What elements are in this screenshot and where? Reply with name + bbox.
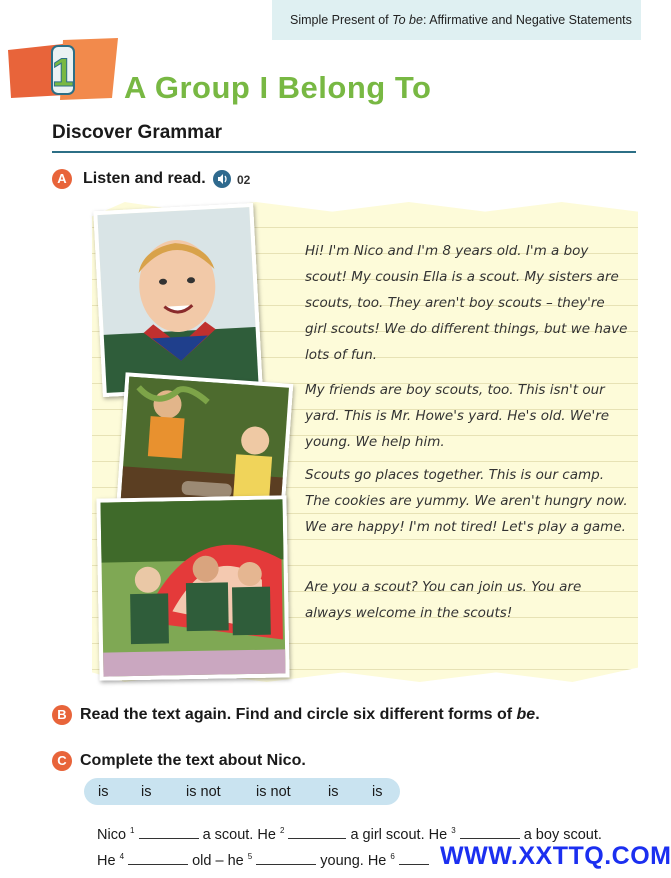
story-paragraph-2: My friends are boy scouts, too. This isn't our yard. This is Mr. Howe's yard. He's old. We're young. We help him. xyxy=(305,382,610,450)
exercise-line-2 xyxy=(97,850,429,869)
word-bank-item: is xyxy=(372,784,383,800)
answer-blank-2[interactable] xyxy=(288,824,346,839)
blank-number: 6 xyxy=(390,852,395,862)
header-text-before: Simple Present of xyxy=(290,13,393,27)
exercise-line-1 xyxy=(97,824,602,843)
answer-blank-6[interactable] xyxy=(399,850,429,865)
unit-title: A Group I Belong To xyxy=(124,70,432,105)
activity-a-instruction: Listen and read. xyxy=(83,170,206,187)
unit-badge-graphic xyxy=(8,40,118,100)
story-paragraph-3: Scouts go places together. This is our camp. The cookies are yummy. We aren't hungry now. We are happy! I'm not tired! Let's play a game. xyxy=(305,467,628,535)
header-text-after: : Affirmative and Negative Statements xyxy=(422,13,632,27)
line1-word: Nico xyxy=(97,827,127,843)
audio-track-icon[interactable] xyxy=(213,170,231,188)
blank-number: 4 xyxy=(119,852,125,862)
blank-number: 2 xyxy=(279,826,285,836)
unit-number: 1 xyxy=(51,51,75,95)
activity-b-instruction xyxy=(80,706,540,724)
line1-word: a scout. He xyxy=(202,827,276,843)
activity-b-text: Read the text again. Find and circle six different forms of xyxy=(80,706,517,723)
activity-c-label: C xyxy=(52,751,72,771)
story-paragraph-1: Hi! I'm Nico and I'm 8 years old. I'm a boy scout! My cousin Ella is a scout. My sisters are scouts, too. They aren't boy scouts – they're girl scouts! We do different things, but we have lots of fun. xyxy=(305,243,628,363)
word-bank-item: is xyxy=(141,784,152,800)
answer-blank-4[interactable] xyxy=(128,850,188,865)
word-bank-item: is xyxy=(328,784,339,800)
answer-blank-3[interactable] xyxy=(460,824,520,839)
activity-b-label: B xyxy=(52,705,72,725)
activity-b-end: . xyxy=(535,706,540,723)
line2-word: He xyxy=(97,853,116,869)
activity-c-instruction: Complete the text about Nico. xyxy=(80,752,306,769)
tent-image xyxy=(100,499,285,676)
line1-word: a girl scout. He xyxy=(350,827,448,843)
blank-number: 3 xyxy=(451,826,456,836)
line1-word: a boy scout. xyxy=(523,827,602,843)
audio-icon xyxy=(213,170,231,188)
word-bank-item: is not xyxy=(186,784,221,800)
unit-number-badge xyxy=(8,40,118,100)
word-bank-item: is xyxy=(98,784,109,800)
portrait-image xyxy=(97,207,258,393)
photo-boy-scout-portrait xyxy=(93,203,263,397)
blank-number: 5 xyxy=(247,852,253,862)
section-divider xyxy=(52,151,636,153)
word-bank xyxy=(84,778,400,805)
audio-track-number: 02 xyxy=(237,173,251,187)
section-title: Discover Grammar xyxy=(52,122,223,143)
answer-blank-5[interactable] xyxy=(256,850,316,865)
line2-word: old – he xyxy=(192,853,244,869)
activity-a-label: A xyxy=(52,169,72,189)
line2-word: young. He xyxy=(320,853,387,869)
activity-b-italic: be xyxy=(516,706,536,723)
word-bank-item: is not xyxy=(256,784,291,800)
site-watermark: WWW.XXTTQ.COM xyxy=(440,842,671,870)
header-text-italic: To be xyxy=(392,13,423,27)
page-header xyxy=(290,13,632,27)
story-paragraph-4: Are you a scout? You can join us. You are always welcome in the scouts! xyxy=(305,579,582,621)
answer-blank-1[interactable] xyxy=(139,824,199,839)
photo-scouts-tent xyxy=(96,495,289,680)
blank-number: 1 xyxy=(130,826,135,836)
